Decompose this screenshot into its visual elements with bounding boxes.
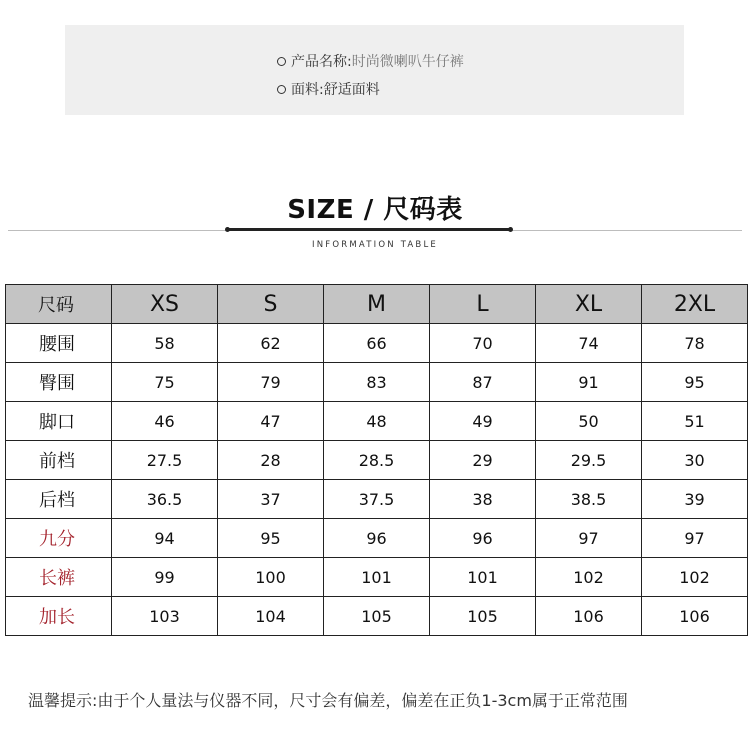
row-label: 九分 [6,519,112,558]
size-header-2xl: 2XL [642,285,748,324]
table-cell: 28.5 [324,441,430,480]
table-cell: 105 [324,597,430,636]
table-cell: 51 [642,402,748,441]
table-cell: 102 [536,558,642,597]
table-cell: 62 [218,324,324,363]
table-cell: 105 [430,597,536,636]
table-cell: 97 [536,519,642,558]
table-cell: 29 [430,441,536,480]
table-cell: 27.5 [112,441,218,480]
table-cell: 39 [642,480,748,519]
size-corner-header: 尺码 [6,285,112,324]
table-header-row [6,285,748,324]
table-row [6,597,748,636]
table-cell: 106 [536,597,642,636]
table-cell: 83 [324,363,430,402]
table-cell: 104 [218,597,324,636]
table-cell: 95 [218,519,324,558]
table-cell: 37 [218,480,324,519]
product-name-label: 产品名称: [291,54,352,70]
table-cell: 99 [112,558,218,597]
table-row [6,324,748,363]
table-cell: 103 [112,597,218,636]
table-cell: 29.5 [536,441,642,480]
table-cell: 70 [430,324,536,363]
size-header-l: L [430,285,536,324]
row-label: 加长 [6,597,112,636]
table-cell: 78 [642,324,748,363]
table-cell: 75 [112,363,218,402]
table-cell: 79 [218,363,324,402]
table-row [6,480,748,519]
row-label: 腰围 [6,324,112,363]
row-label: 脚口 [6,402,112,441]
table-cell: 58 [112,324,218,363]
table-cell: 38 [430,480,536,519]
circle-bullet-icon [277,57,286,66]
size-chart-title: SIZE / 尺码表 [287,195,463,225]
table-cell: 95 [642,363,748,402]
table-cell: 48 [324,402,430,441]
table-row [6,519,748,558]
table-cell: 91 [536,363,642,402]
product-name-line [277,51,464,71]
table-cell: 47 [218,402,324,441]
table-cell: 30 [642,441,748,480]
measurement-tip: 温馨提示:由于个人量法与仪器不同，尺寸会有偏差，偏差在正负1-3cm属于正常范围 [28,691,628,710]
table-cell: 66 [324,324,430,363]
underline-dot-right [508,227,513,232]
table-cell: 101 [430,558,536,597]
table-cell: 74 [536,324,642,363]
table-row [6,441,748,480]
table-cell: 37.5 [324,480,430,519]
size-header-s: S [218,285,324,324]
row-label: 前档 [6,441,112,480]
row-label: 后档 [6,480,112,519]
row-label: 臀围 [6,363,112,402]
table-row [6,402,748,441]
row-label: 长裤 [6,558,112,597]
table-cell: 28 [218,441,324,480]
size-header-xl: XL [536,285,642,324]
size-header-m: M [324,285,430,324]
table-cell: 100 [218,558,324,597]
table-cell: 38.5 [536,480,642,519]
size-chart-subtitle: INFORMATION TABLE [312,240,438,250]
fabric-line [277,79,380,99]
table-cell: 106 [642,597,748,636]
table-cell: 96 [430,519,536,558]
fabric-value: 舒适面料 [323,82,380,98]
product-info-box [65,25,684,115]
table-cell: 36.5 [112,480,218,519]
table-cell: 96 [324,519,430,558]
table-cell: 94 [112,519,218,558]
table-cell: 102 [642,558,748,597]
underline-dot-left [225,227,230,232]
table-body [6,324,748,636]
table-cell: 49 [430,402,536,441]
title-underline-accent [228,228,510,231]
table-cell: 87 [430,363,536,402]
table-cell: 101 [324,558,430,597]
table-cell: 46 [112,402,218,441]
table-cell: 50 [536,402,642,441]
product-name-value: 时尚微喇叭牛仔裤 [351,54,464,70]
fabric-label: 面料: [291,82,324,98]
size-table [5,284,748,636]
circle-bullet-icon [277,85,286,94]
table-row [6,363,748,402]
size-header-xs: XS [112,285,218,324]
table-row [6,558,748,597]
table-cell: 97 [642,519,748,558]
